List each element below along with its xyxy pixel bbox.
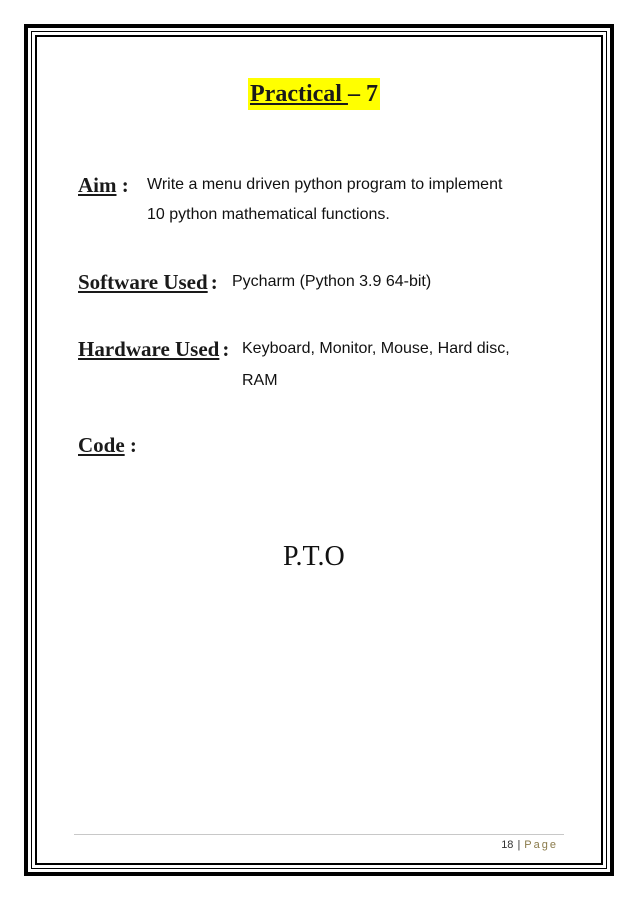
aim-text-line-1: Write a menu driven python program to implement	[147, 176, 503, 193]
practical-title-underlined: Practical	[250, 81, 348, 107]
practical-title-number: – 7	[347, 81, 378, 107]
aim-text-line-2: 10 python mathematical functions.	[147, 206, 390, 223]
software-used-value: Pycharm (Python 3.9 64-bit)	[232, 273, 432, 290]
hardware-used-label	[78, 336, 229, 362]
aim-label-colon: :	[116, 173, 129, 197]
code-label-text: Code	[78, 433, 125, 457]
hardware-used-label-text: Hardware Used	[78, 337, 220, 361]
code-label-colon: :	[124, 433, 137, 457]
page-word: Page	[524, 839, 558, 851]
software-used-label-text: Software Used	[78, 270, 208, 294]
hardware-used-label-colon: :	[222, 337, 230, 361]
code-label	[78, 432, 137, 458]
software-used-label-colon: :	[210, 270, 218, 294]
hardware-used-line-2: RAM	[242, 372, 278, 389]
aim-label-text: Aim	[78, 173, 117, 197]
footer-separator: |	[517, 839, 521, 851]
aim-label	[78, 172, 129, 198]
footer-divider	[74, 834, 564, 835]
page-footer	[501, 838, 558, 852]
practical-title	[248, 78, 380, 110]
software-used-label	[78, 269, 218, 295]
hardware-used-line-1: Keyboard, Monitor, Mouse, Hard disc,	[242, 340, 510, 357]
page-number: 18	[501, 839, 514, 851]
please-turn-over-text: P.T.O	[283, 541, 345, 572]
